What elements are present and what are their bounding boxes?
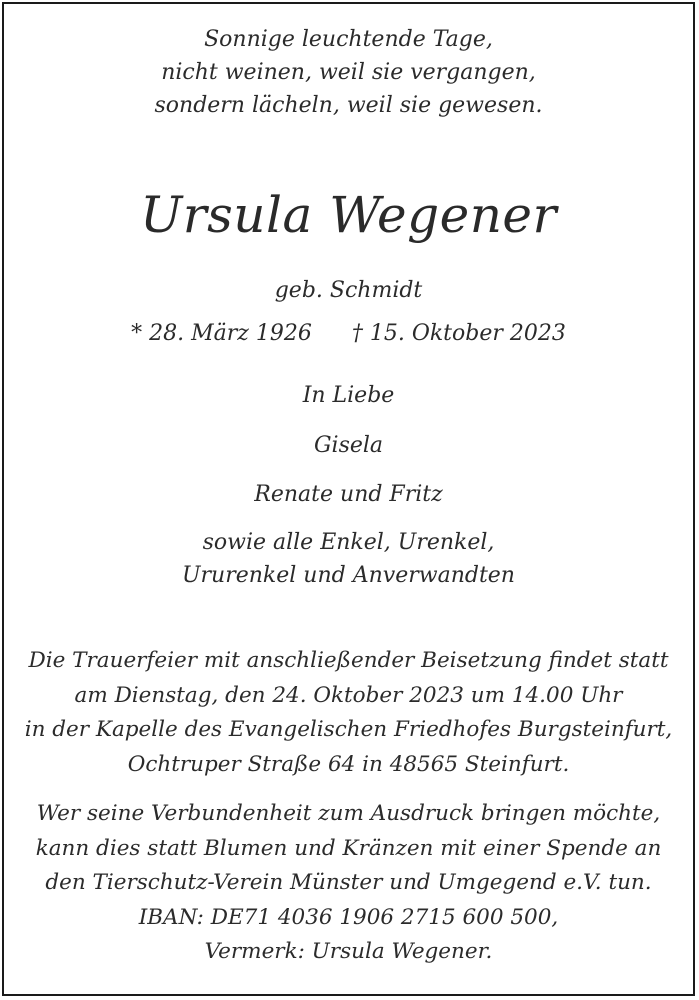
mourner-line: sowie alle Enkel, Urenkel, [202, 530, 495, 555]
mourners-intro: In Liebe [302, 383, 395, 408]
memorial-verse [4, 23, 693, 122]
funeral-line: Ochtruper Straße 64 in 48565 Steinfurt. [127, 751, 570, 777]
donation-notice [4, 797, 693, 970]
funeral-line: in der Kapelle des Evangelischen Friedhofes Burgsteinfurt, [24, 717, 673, 742]
donation-line: Wer seine Verbundenheit zum Ausdruck bringen möchte, [36, 801, 661, 826]
mourner-name: Gisela [313, 433, 384, 458]
verse-line: nicht weinen, weil sie vergangen, [161, 60, 536, 85]
deceased-name: Ursula Wegener [140, 186, 557, 244]
mourner-name: Renate und Fritz [254, 482, 443, 507]
donation-line: IBAN: DE71 4036 1906 2715 600 500, [138, 904, 559, 930]
birth-date: * 28. März 1926 [131, 321, 312, 346]
donation-line: kann dies statt Blumen und Kränzen mit einer Spende an [35, 835, 662, 861]
donation-line: den Tierschutz-Verein Münster und Umgegend e.V. tun. [45, 870, 652, 895]
verse-line: sondern lächeln, weil sie gewesen. [154, 93, 543, 118]
death-date: † 15. Oktober 2023 [351, 321, 566, 346]
donation-line: Vermerk: Ursula Wegener. [204, 939, 493, 964]
verse-line: Sonnige leuchtende Tage, [204, 27, 493, 52]
mourners-family [4, 527, 693, 593]
birth-name: geb. Schmidt [274, 278, 423, 303]
life-dates [4, 317, 693, 351]
funeral-line: Die Trauerfeier mit anschließender Beisetzung findet statt [28, 648, 669, 673]
mourner-line: Ururenkel und Anverwandten [182, 563, 515, 588]
obituary-notice [2, 2, 695, 996]
funeral-notice [4, 644, 693, 782]
funeral-line: am Dienstag, den 24. Oktober 2023 um 14.00 Uhr [74, 682, 623, 708]
